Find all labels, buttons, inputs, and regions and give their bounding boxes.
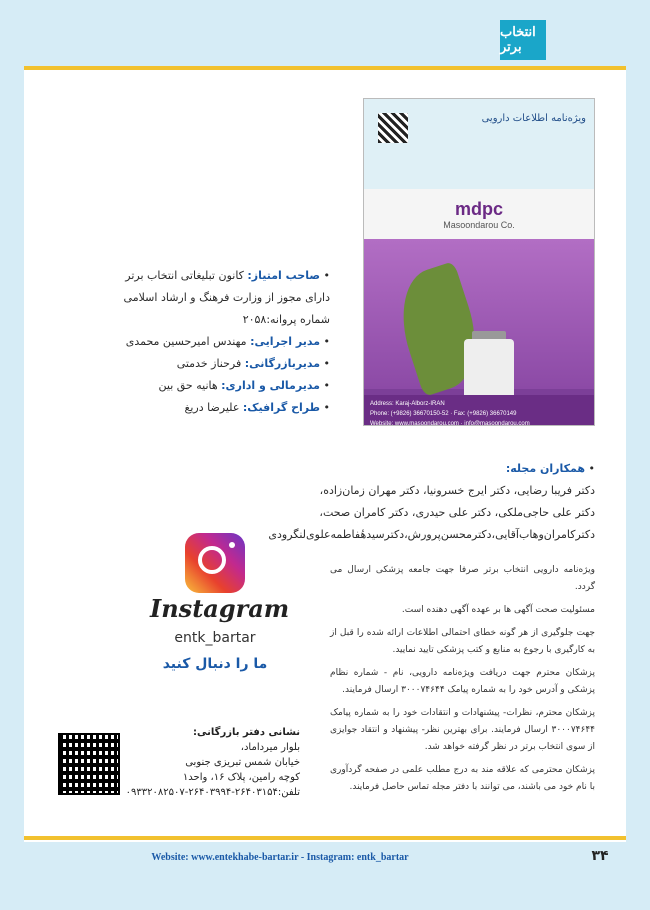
staff-value: علیرضا دریغ (184, 401, 240, 414)
staff-item: • مدیر اجرایی: مهندس امیرحسین محمدی (125, 335, 330, 348)
staff-item: • صاحب امتیاز: کانون تبلیغاتی انتخاب برتر دارای مجوز از وزارت فرهنگ و ارشاد اسلامی شماره پروانه:۲۰۵۸ (123, 269, 330, 326)
staff-value: مهندس امیرحسین محمدی (125, 335, 247, 348)
page-number: ۳۴ (591, 848, 609, 864)
collab-line: دکتر فریبا رضایی، دکتر ایرج خسرونیا، دکتر مهران زمان‌زاده، (319, 484, 595, 497)
address-phone: تلفن:۲۶۴۰۳۱۵۴-۲۶۴۰۳۹۹۴-۰۹۳۳۲۰۸۲۵۰۷ (125, 787, 300, 798)
cover-email: info@masoondarou.com (464, 421, 530, 426)
footer-website[interactable]: Website: www.entekhabe-bartar.ir - Instagram: entk_bartar (151, 852, 409, 863)
note-paragraph: جهت جلوگیری از هر گونه خطای احتمالی اطلاعات ارائه شده را قبل از به کارگیری با رجوع به منابع و کتب پزشکی تایید نمایید. (330, 628, 595, 655)
logo-text: انتخاب برتر (500, 25, 536, 55)
cover-phone: Phone: (+9826) 36670150-52 (370, 411, 449, 417)
cover-phone-row: Phone: (+9826) 36670150-52 · Fax: (+9826) 36670149 (370, 411, 517, 417)
note-paragraph: ویژه‌نامه دارویی انتخاب برتر صرفا جهت جامعه پزشکی ارسال می گردد. (330, 565, 595, 592)
bottom-divider (24, 836, 626, 840)
staff-item: • مدیربازرگانی: فرحناز خدمتی (176, 357, 330, 370)
instagram-dot (229, 542, 235, 548)
cover-brand (364, 189, 594, 239)
address-line: خیابان شمس تبریزی جنوبی (185, 757, 300, 768)
collaborators-section (268, 458, 595, 546)
ad-cover-image (363, 98, 595, 426)
staff-key: مدیرمالی و اداری: (221, 379, 320, 392)
address-line: کوچه رامین، پلاک ۱۶، واحد۱ (182, 772, 300, 783)
staff-value: فرحناز خدمتی (176, 357, 242, 370)
staff-key: صاحب امتیاز: (247, 269, 320, 282)
instagram-ring (198, 546, 226, 574)
collab-line: دکتر علی حاجی‌ملکی، دکتر علی حیدری، دکتر کامران صحت، (319, 506, 595, 519)
address-line: بلوار میرداماد، (240, 742, 300, 753)
collab-line: دکترکامران‌وهاب‌آقایی،دکترمحسن‌پرورش،دکترسیدهٔفاطمه‌علوی‌لنگرودی (268, 528, 595, 541)
follow-us-text: ما را دنبال کنید (162, 656, 268, 672)
staff-key: مدیر اجرایی: (250, 335, 320, 348)
magazine-logo (500, 20, 546, 60)
instagram-wordmark: Instagram (150, 594, 290, 623)
cover-title: ویژه‌نامه اطلاعات دارویی (481, 113, 586, 124)
cover-contact-footer (364, 395, 594, 425)
qr-code[interactable] (58, 733, 120, 795)
office-address (125, 725, 300, 800)
instagram-icon[interactable] (185, 533, 245, 593)
collab-heading-text: همکاران مجله: (505, 462, 585, 475)
note-paragraph: پزشکان محترم جهت دریافت ویژه‌نامه دارویی، نام - شماره نظام پزشکی و آدرس خود را به شماره پیامک ۳۰۰۰۷۴۶۴۴ ارسال فرمایند. (330, 668, 595, 695)
staff-value: کانون تبلیغاتی انتخاب برتر دارای مجوز از وزارت فرهنگ و ارشاد اسلامی شماره پروانه:۲۰۵۸ (123, 269, 330, 326)
cover-address: Address: Karaj-Alborz-IRAN (370, 401, 445, 407)
cover-website: Website: www.masoondarou.com (370, 421, 459, 426)
cover-web-row: Website: www.masoondarou.com · info@masoondarou.com (370, 421, 530, 426)
note-paragraph: مسئولیت صحت آگهی ها بر عهده آگهی دهنده است. (401, 605, 595, 615)
brand-subtitle: Masoondarou Co. (443, 219, 515, 230)
staff-key: طراح گرافیک: (242, 401, 320, 414)
cover-fax: Fax: (+9826) 36670149 (453, 411, 517, 417)
notes-section (330, 562, 595, 802)
instagram-handle[interactable]: entk_bartar (174, 630, 256, 646)
staff-list (120, 265, 330, 419)
staff-key: مدیربازرگانی: (244, 357, 320, 370)
brand-logo-text: mdpc (454, 198, 503, 219)
address-heading: نشانی دفتر بازرگانی: (193, 727, 300, 738)
staff-value: هانیه حق بین (158, 379, 218, 392)
staff-item: • طراح گرافیک: علیرضا دریغ (184, 401, 330, 414)
staff-item: • مدیرمالی و اداری: هانیه حق بین (158, 379, 330, 392)
top-divider (24, 66, 626, 70)
note-paragraph: پزشکان محترمی که علاقه مند به درج مطلب علمی در صفحه گردآوری با نام خود می باشند، می توانند با دفتر مجله تماس حاصل فرمایند. (330, 765, 595, 792)
collaborators-heading: • همکاران مجله: (505, 462, 595, 475)
note-paragraph: پزشکان محترم، نظرات- پیشنهادات و انتقادات خود را به شماره پیامک ۳۰۰۰۷۴۶۴۴ ارسال فرمایند. برای بهترین نظر- پیشنهاد و انتقاد جوایزی از سوی انتخاب برتر در نظر گرفته خواهد شد. (330, 708, 595, 752)
